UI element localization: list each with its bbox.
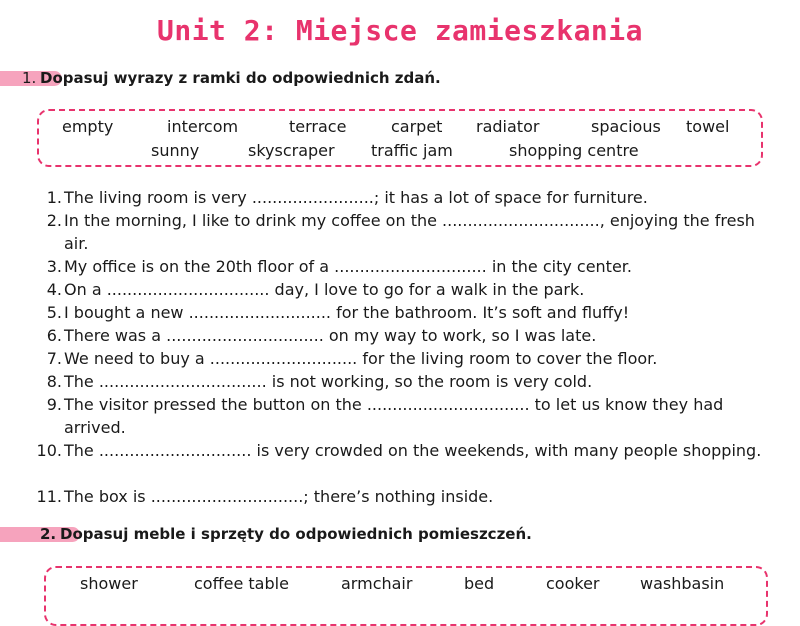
sentence-number: 3. [46, 257, 62, 276]
sentence-text: My office is on the 20th floor of a .............................. in the city center. [64, 257, 632, 276]
sentence-text: The visitor pressed the button on the ................................ to let us know they had arrived. [64, 395, 724, 437]
word-traffic-jam: traffic jam [371, 141, 453, 160]
exercise-1-number: 1. [22, 69, 37, 87]
sentence-number: 1. [46, 188, 62, 207]
word-empty: empty [62, 117, 114, 136]
sentence-number: 2. [46, 211, 62, 230]
sentence-number: 5. [46, 303, 62, 322]
word-shopping-centre: shopping centre [509, 141, 639, 160]
sentence-text: There was a ............................... on my way to work, so I was late. [64, 326, 597, 345]
sentence-text: The box is ..............................; there’s nothing inside. [64, 487, 494, 506]
word-towel: towel [686, 117, 730, 136]
word-carpet: carpet [391, 117, 443, 136]
word-bed: bed [464, 574, 495, 593]
word-armchair: armchair [341, 574, 413, 593]
exercise-1-header [0, 68, 500, 90]
word-sunny: sunny [151, 141, 200, 160]
sentence-text: On a ................................ day, I love to go for a walk in the park. [64, 280, 585, 299]
exercise-1-instruction: Dopasuj wyrazy z ramki do odpowiednich zdań. [40, 69, 441, 87]
exercise-2-number: 2. [40, 525, 57, 543]
word-shower: shower [80, 574, 138, 593]
sentence-text: The living room is very ........................; it has a lot of space for furniture. [64, 188, 648, 207]
sentence-number: 9. [46, 395, 62, 414]
exercise-2-word-box [44, 566, 768, 626]
word-coffee-table: coffee table [194, 574, 289, 593]
word-intercom: intercom [167, 117, 239, 136]
sentence-number: 6. [46, 326, 62, 345]
word-cooker: cooker [546, 574, 600, 593]
word-skyscraper: skyscraper [248, 141, 335, 160]
page-title: Unit 2: Miejsce zamieszkania [156, 14, 643, 47]
sentence-text: The .............................. is very crowded on the weekends, with many people shopping. [64, 441, 762, 460]
sentence-text: The ................................. is not working, so the room is very cold. [64, 372, 593, 391]
sentence-text: We need to buy a ............................. for the living room to cover the floor. [64, 349, 658, 368]
word-terrace: terrace [289, 117, 347, 136]
word-spacious: spacious [591, 117, 661, 136]
sentence-number: 7. [46, 349, 62, 368]
word-washbasin: washbasin [640, 574, 725, 593]
sentence-number: 10. [36, 441, 62, 460]
exercise-2-header [0, 524, 620, 546]
exercise-1-word-box [37, 109, 763, 167]
sentence-number: 4. [46, 280, 62, 299]
sentence-text: I bought a new ............................ for the bathroom. It’s soft and fluffy! [64, 303, 630, 322]
sentence-number: 8. [46, 372, 62, 391]
sentence-text: In the morning, I like to drink my coffee on the ..............................., enjoying the fresh air. [64, 211, 755, 253]
sentence-number: 11. [36, 487, 62, 506]
exercise-2-instruction: Dopasuj meble i sprzęty do odpowiednich pomieszczeń. [60, 525, 532, 543]
word-radiator: radiator [476, 117, 540, 136]
